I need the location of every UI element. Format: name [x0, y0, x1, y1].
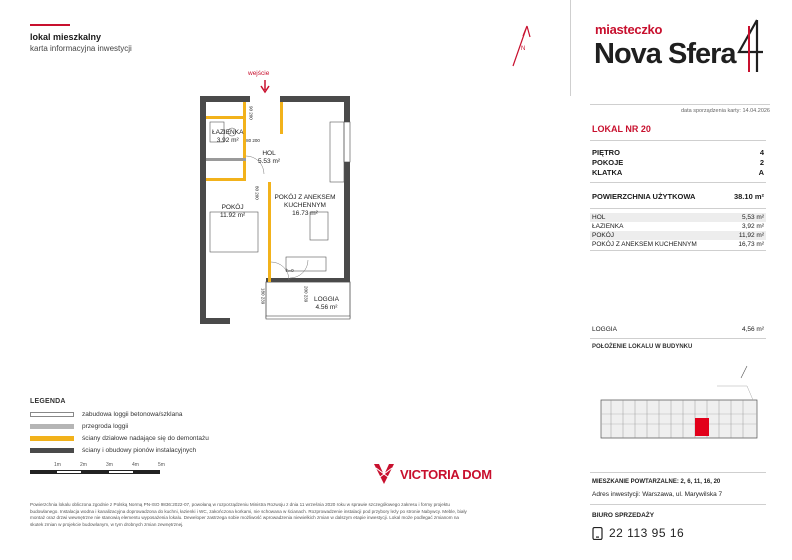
room-label-hall: HOL 5.53 m²	[258, 150, 281, 166]
divider	[590, 182, 766, 183]
victoria-dom-logo-icon	[372, 462, 396, 486]
loggia-row: LOGGIA 4,56 m²	[592, 326, 764, 333]
scale-segment	[30, 470, 56, 474]
sink-height-label: h=0	[286, 268, 294, 273]
north-arrow-icon	[505, 22, 535, 72]
kitchen-counter	[330, 122, 344, 182]
room-row-hall: HOL 5,53 m²	[592, 213, 764, 221]
legend-item: ściany działowe nadające się do demontażu	[30, 433, 250, 444]
legend-title: LEGENDA	[30, 398, 66, 405]
investment-address: Adres inwestycji: Warszawa, ul. Marywilska 7	[592, 491, 723, 498]
brand-divider	[570, 0, 571, 96]
brand-name: Nova Sfera	[594, 38, 736, 70]
floor-row: PIĘTRO 4	[592, 148, 764, 157]
room-row-living: POKÓJ Z ANEKSEM KUCHENNYM 16,73 m²	[592, 240, 764, 248]
entrance-label: wejście	[248, 70, 270, 77]
legend	[30, 398, 250, 457]
window-right	[344, 122, 350, 162]
scale-label: 2m	[80, 462, 87, 468]
svg-text:N: N	[521, 46, 526, 52]
legend-item: zabudowa loggii betonowa/szklana	[30, 409, 250, 420]
unit-number: LOKAL NR 20	[592, 124, 651, 134]
scale-label: 3m	[106, 462, 113, 468]
entrance-arrow-icon	[260, 80, 270, 94]
room-label-room: POKÓJ 11.92 m²	[220, 204, 246, 220]
divider	[590, 472, 766, 473]
partition-hall	[280, 102, 283, 134]
phone-row[interactable]	[592, 526, 684, 540]
brand-prefix: miasteczko	[595, 22, 663, 37]
scale-label: 4m	[132, 462, 139, 468]
scale-label: 1m	[54, 462, 61, 468]
divider	[590, 338, 766, 339]
brand-number-graphic	[735, 18, 765, 74]
sales-office-label: BIURO SPRZEDAŻY	[592, 512, 655, 519]
card-date: data sporządzenia karty: 14.04.2026	[590, 104, 770, 114]
phone-icon	[592, 527, 603, 540]
legend-item: ściany i obudowy pionów instalacyjnych	[30, 445, 250, 456]
door-height-2: 80 200	[246, 138, 260, 143]
legend-swatch-walls	[30, 448, 74, 453]
page-subtitle: karta informacyjna inwestycji	[30, 44, 132, 53]
partition-bath-bottom	[206, 178, 246, 181]
legend-swatch-partition	[30, 424, 74, 429]
room-row-room: POKÓJ 11,92 m²	[592, 231, 764, 239]
partition-room	[268, 182, 271, 282]
page-title: lokal mieszkalny	[30, 32, 102, 42]
wall-left	[200, 96, 206, 322]
divider	[590, 504, 766, 505]
building-position-title: POŁOŻENIE LOKALU W BUDYNKU	[592, 344, 693, 350]
loggia-balustrade	[266, 316, 350, 319]
room-label-living: POKÓJ Z ANEKSEM KUCHENNYM 16.73 m²	[274, 194, 336, 218]
usable-area-row: POWIERZCHNIA UŻYTKOWA 38.10 m²	[592, 192, 764, 201]
developer-logo	[372, 462, 492, 486]
rooms-row: POKOJE 2	[592, 158, 764, 167]
partition-bath-top	[206, 116, 246, 119]
window-bottom	[230, 318, 260, 324]
room-row-bathroom: ŁAZIENKA 3,92 m²	[592, 222, 764, 230]
legend-swatch-removable	[30, 436, 74, 441]
phone-number[interactable]: 22 113 95 16	[609, 526, 685, 540]
scale-bar	[30, 462, 170, 476]
developer-name: VICTORIA DOM	[400, 466, 492, 482]
scale-segment	[56, 470, 82, 474]
legend-swatch-loggia	[30, 412, 74, 417]
similar-units: MIESZKANIE POWTARZALNE: 2, 6, 11, 16, 20	[592, 479, 721, 485]
scale-segment	[108, 470, 134, 474]
room-label-bathroom: ŁAZIENKA 3.92 m²	[212, 129, 244, 145]
building-position-diagram	[597, 356, 767, 466]
header-accent-rule	[30, 24, 70, 26]
disclaimer: Powierzchnia lokalu obliczona zgodnie z Polską Normą PN-ISO 9836:2022-07, powołaną w rozporządzeniu Ministra Rozwoju z dnia 11 września 2020 roku w sprawie szczegółowego zakresu i formy projektu budowlanego. Instalacja wodna i kanalizacyjna doprowadzona do kuchni, łazienki i WC, zakończona korkami, nie schowana w ścianach. Rozprowadzenie instalacji pod przybory leży po stronie Nabywcy. Meble, biały montaż oraz drzwi wewnętrzne nie stanowią elementu wyposażenia lokalu. Deweloper zastrzega sobie możliwość wprowadzenia niewielkich zmian w dalszym etapie inwestycji. Lokal może podlegać zmianom na skutek zmian w projekcie budowlanym, w tym drobnych zmian zewnętrznej.	[30, 502, 467, 527]
legend-item: przegroda loggii	[30, 421, 250, 432]
door-height-5: 180 239	[260, 288, 266, 305]
divider	[590, 140, 766, 141]
svg-text:4: 4	[759, 68, 760, 69]
scale-segment	[82, 470, 108, 474]
scale-label: 5m	[158, 462, 165, 468]
room-label-loggia: LOGGIA 4.56 m²	[314, 296, 339, 312]
floor-plan	[190, 62, 420, 342]
scale-segment	[134, 470, 160, 474]
entrance-gap	[250, 96, 280, 102]
divider	[590, 208, 766, 209]
divider	[590, 250, 766, 251]
inner-wall-grey	[206, 158, 246, 161]
stair-row: KLATKA A	[592, 168, 764, 177]
door-height-3: 80 200	[254, 186, 260, 200]
door-height-4: 200 239	[303, 286, 309, 303]
door-height-1: 90 200	[248, 106, 254, 120]
loggia-wall	[266, 278, 350, 282]
